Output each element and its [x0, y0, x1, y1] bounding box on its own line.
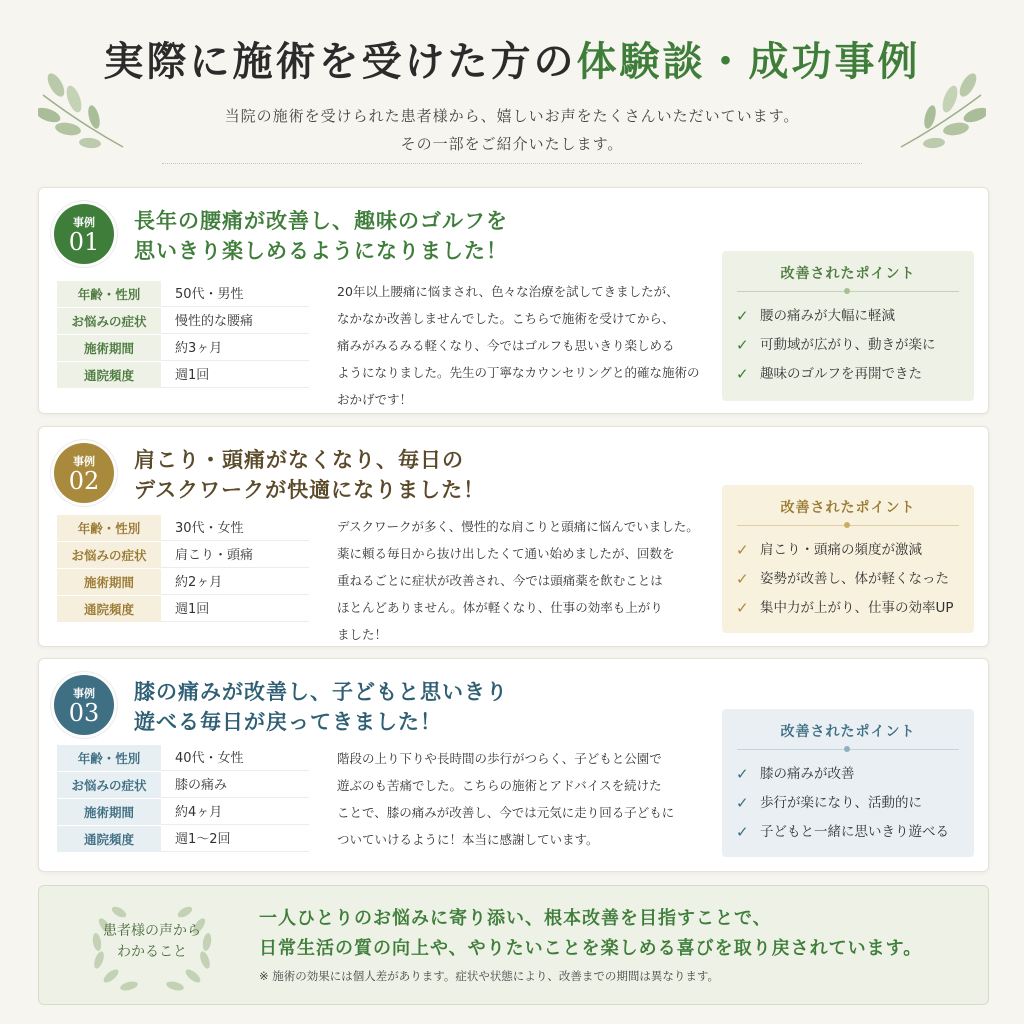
point-item — [722, 302, 974, 331]
improvement-points — [722, 485, 974, 633]
points-title: 改善されたポイント — [780, 266, 916, 282]
check-icon: ✓ — [736, 541, 749, 559]
info-row — [57, 596, 309, 623]
story-line: デスクワークが多く、慢性的な肩こりと頭痛に悩んでいました。 — [337, 519, 699, 534]
wreath-line: わかること — [117, 944, 187, 960]
check-icon: ✓ — [736, 599, 749, 617]
case-title-line: 思いきり楽しめるようになりました！ — [134, 238, 508, 263]
case-title — [134, 677, 714, 737]
story-line: ました！ — [337, 627, 388, 642]
check-icon: ✓ — [736, 365, 749, 383]
point-text: 趣味のゴルフを再開できた — [760, 366, 922, 382]
case-title-line: 遊べる毎日が戻ってきました！ — [134, 709, 442, 734]
case-title — [134, 445, 714, 505]
points-list — [722, 760, 974, 847]
info-value: 肩こり・頭痛 — [161, 542, 309, 568]
point-item — [722, 789, 974, 818]
info-row — [57, 826, 309, 853]
case-title — [134, 206, 714, 266]
subtitle-line: その一部をご紹介いたします。 — [400, 135, 624, 153]
case-info-table — [57, 515, 309, 623]
story-line: おかげです！ — [337, 392, 413, 407]
check-icon: ✓ — [736, 307, 749, 325]
info-value: 膝の痛み — [161, 772, 309, 798]
info-key: お悩みの症状 — [57, 308, 161, 334]
point-text: 腰の痛みが大幅に軽減 — [760, 308, 895, 324]
story-line: 薬に頼る毎日から抜け出したくて通い始めましたが、回数を — [337, 546, 675, 561]
points-divider — [737, 525, 959, 526]
info-key: 年齢・性別 — [57, 515, 161, 541]
points-title: 改善されたポイント — [780, 724, 916, 740]
info-row — [57, 772, 309, 799]
case-story — [337, 278, 709, 413]
badge-label: 事例 — [73, 216, 95, 229]
info-key: 施術期間 — [57, 335, 161, 361]
info-key: 通院頻度 — [57, 826, 161, 852]
info-key: 施術期間 — [57, 569, 161, 595]
info-value: 約4ヶ月 — [161, 799, 309, 825]
summary-message — [259, 904, 969, 964]
info-value: 50代・男性 — [161, 281, 309, 307]
info-key: 通院頻度 — [57, 596, 161, 622]
point-text: 姿勢が改善し、体が軽くなった — [760, 571, 949, 587]
case-badge — [54, 675, 114, 735]
summary-box — [38, 885, 989, 1005]
info-value: 週1回 — [161, 362, 309, 388]
info-key: お悩みの症状 — [57, 772, 161, 798]
info-key: 施術期間 — [57, 799, 161, 825]
case-info-table — [57, 745, 309, 853]
page-header — [0, 0, 1024, 180]
badge-number: 02 — [68, 467, 100, 495]
story-line: 痛みがみるみる軽くなり、今ではゴルフも思いきり楽しめる — [337, 338, 675, 353]
case-card-01 — [38, 187, 989, 414]
info-value: 週1〜2回 — [161, 826, 309, 852]
point-item — [722, 331, 974, 360]
story-line: 重ねるごとに症状が改善され、今では頭痛薬を飲むことは — [337, 573, 663, 588]
info-row — [57, 335, 309, 362]
header-divider — [162, 163, 862, 164]
point-text: 歩行が楽になり、活動的に — [760, 795, 922, 811]
case-story — [337, 745, 709, 853]
point-item — [722, 594, 974, 623]
improvement-points — [722, 251, 974, 401]
point-item — [722, 760, 974, 789]
point-text: 可動域が広がり、動きが楽に — [760, 337, 936, 353]
info-key: 通院頻度 — [57, 362, 161, 388]
case-title-line: 長年の腰痛が改善し、趣味のゴルフを — [134, 208, 508, 233]
point-text: 子どもと一緒に思いきり遊べる — [760, 824, 949, 840]
story-line: ことで、膝の痛みが改善し、今では元気に走り回る子どもに — [337, 805, 675, 820]
page-subtitle — [0, 102, 1024, 158]
points-divider — [737, 291, 959, 292]
case-badge — [54, 204, 114, 264]
point-text: 肩こり・頭痛の頻度が激減 — [760, 542, 922, 558]
point-item — [722, 818, 974, 847]
point-text: 膝の痛みが改善 — [760, 766, 855, 782]
story-line: 階段の上り下りや長時間の歩行がつらく、子どもと公園で — [337, 751, 662, 766]
check-icon: ✓ — [736, 765, 749, 783]
story-line: ついていけるように！本当に感謝しています。 — [337, 832, 599, 847]
summary-line: 一人ひとりのお悩みに寄り添い、根本改善を目指すことで、 — [259, 908, 772, 929]
subtitle-line: 当院の施術を受けられた患者様から、嬉しいお声をたくさんいただいています。 — [224, 107, 800, 125]
badge-label: 事例 — [73, 455, 95, 468]
wreath-line: 患者様の声から — [103, 923, 201, 939]
info-row — [57, 569, 309, 596]
story-line: ほとんどありません。体が軽くなり、仕事の効率も上がり — [337, 600, 663, 615]
story-line: 遊ぶのも苦痛でした。こちらの施術とアドバイスを続けた — [337, 778, 662, 793]
point-text: 集中力が上がり、仕事の効率UP — [760, 600, 954, 616]
info-value: 週1回 — [161, 596, 309, 622]
info-value: 30代・女性 — [161, 515, 309, 541]
info-row — [57, 362, 309, 389]
case-card-03 — [38, 658, 989, 872]
page-title — [0, 30, 1024, 87]
points-divider — [737, 749, 959, 750]
badge-number: 03 — [68, 699, 100, 727]
badge-number: 01 — [68, 228, 100, 256]
improvement-points — [722, 709, 974, 857]
points-title: 改善されたポイント — [780, 500, 916, 516]
info-value: 慢性的な腰痛 — [161, 308, 309, 334]
case-card-02 — [38, 426, 989, 647]
case-info-table — [57, 281, 309, 389]
check-icon: ✓ — [736, 823, 749, 841]
case-title-line: 肩こり・頭痛がなくなり、毎日の — [134, 447, 464, 472]
case-story — [337, 513, 709, 648]
case-title-line: デスクワークが快適になりました！ — [134, 477, 486, 502]
disclaimer-note: ※ 施術の効果には個人差があります。症状や状態により、改善までの期間は異なります。 — [259, 969, 719, 983]
info-row — [57, 515, 309, 542]
title-accent: 体験談・成功事例 — [576, 38, 921, 85]
info-row — [57, 308, 309, 335]
info-value: 約3ヶ月 — [161, 335, 309, 361]
check-icon: ✓ — [736, 570, 749, 588]
check-icon: ✓ — [736, 794, 749, 812]
point-item — [722, 536, 974, 565]
points-list — [722, 536, 974, 623]
info-key: 年齢・性別 — [57, 745, 161, 771]
check-icon: ✓ — [736, 336, 749, 354]
info-value: 約2ヶ月 — [161, 569, 309, 595]
title-main: 実際に施術を受けた方の — [103, 38, 577, 85]
summary-line: 日常生活の質の向上や、やりたいことを楽しめる喜びを取り戻されています。 — [259, 938, 923, 959]
wreath-caption — [87, 921, 217, 963]
point-item — [722, 360, 974, 389]
info-row — [57, 281, 309, 308]
info-value: 40代・女性 — [161, 745, 309, 771]
point-item — [722, 565, 974, 594]
info-key: 年齢・性別 — [57, 281, 161, 307]
story-line: 20年以上腰痛に悩まされ、色々な治療を試してきましたが、 — [337, 284, 679, 299]
points-list — [722, 302, 974, 389]
info-row — [57, 542, 309, 569]
case-badge — [54, 443, 114, 503]
info-row — [57, 745, 309, 772]
case-title-line: 膝の痛みが改善し、子どもと思いきり — [134, 679, 508, 704]
badge-label: 事例 — [73, 687, 95, 700]
story-line: ようになりました。先生の丁寧なカウンセリングと的確な施術の — [337, 365, 700, 380]
info-key: お悩みの症状 — [57, 542, 161, 568]
info-row — [57, 799, 309, 826]
story-line: なかなか改善しませんでした。こちらで施術を受けてから、 — [337, 311, 675, 326]
